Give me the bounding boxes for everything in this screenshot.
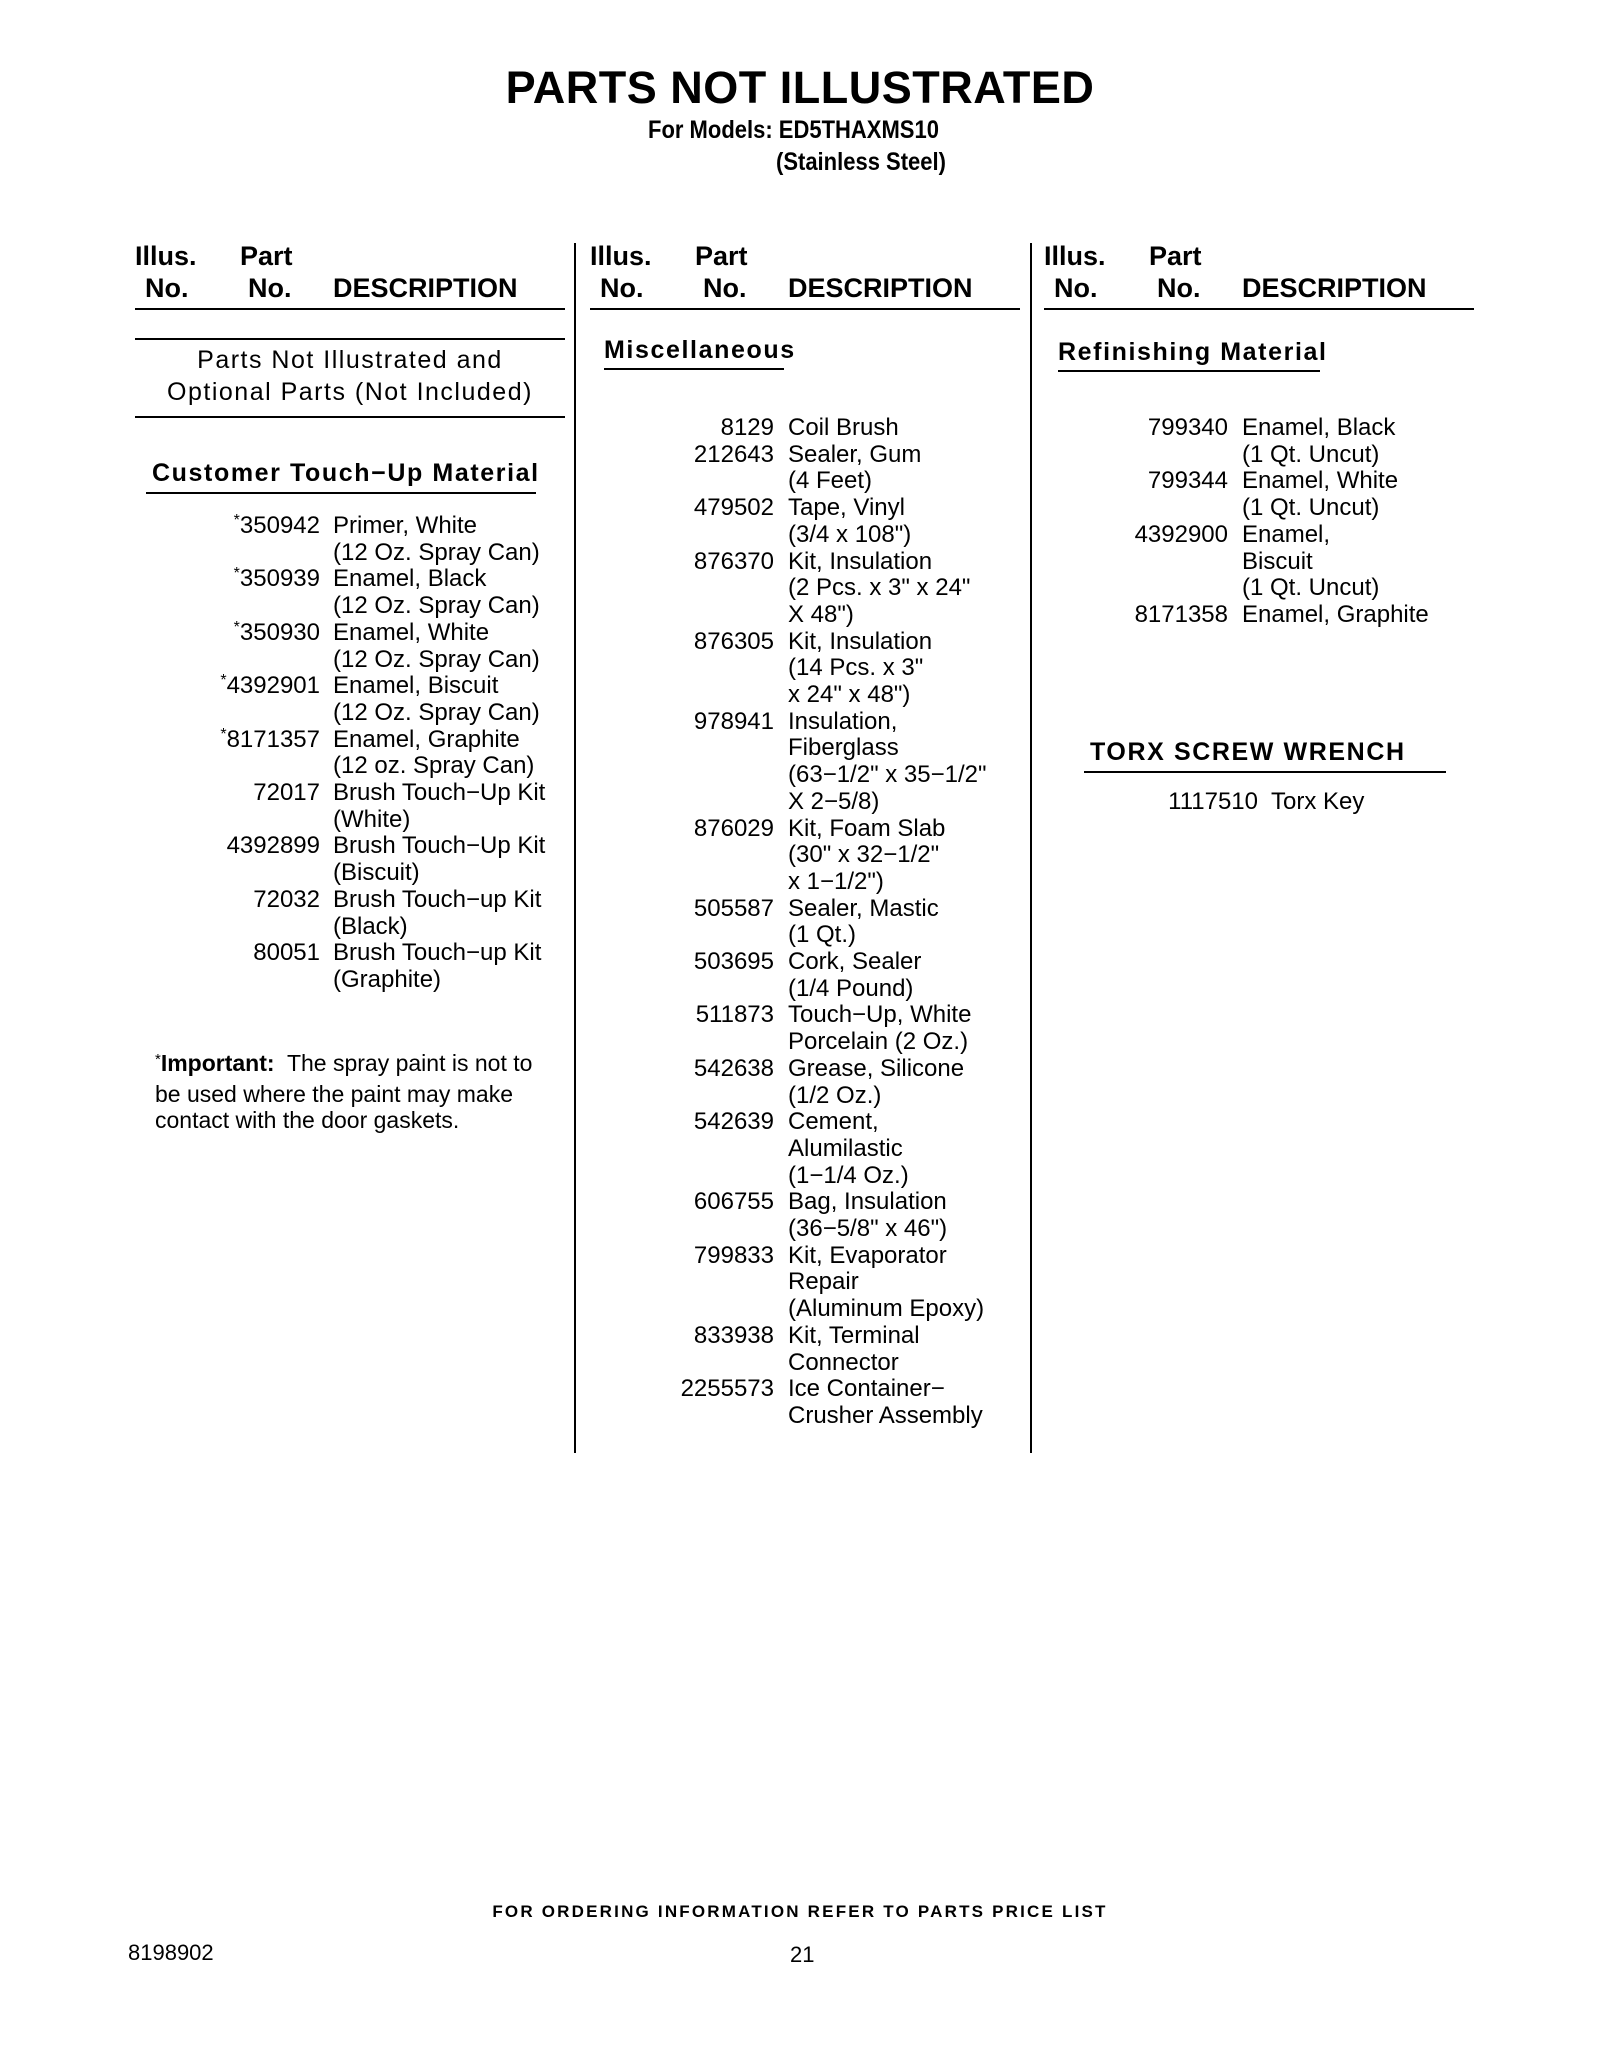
part-description	[788, 949, 921, 1002]
section-title-torx: TORX SCREW WRENCH	[1090, 738, 1406, 766]
table-header	[135, 240, 565, 310]
header-illus: Illus.	[135, 241, 197, 271]
description-line: Cement,	[788, 1108, 879, 1136]
header-part-no: No.	[1157, 273, 1201, 303]
part-number-value: 350930	[239, 618, 320, 646]
column-refinishing	[1044, 240, 1474, 1450]
description-line: Enamel, Biscuit	[333, 672, 499, 700]
part-number-value: 80051	[253, 939, 320, 967]
part-number	[590, 896, 774, 923]
section-title-refinishing: Refinishing Material	[1058, 338, 1328, 366]
part-description	[1271, 789, 1364, 816]
description-line: (1 Qt. Uncut)	[1242, 494, 1380, 522]
part-description	[788, 816, 945, 896]
part-number	[590, 709, 774, 736]
description-line: Connector	[788, 1348, 899, 1376]
description-line: (Graphite)	[333, 965, 442, 993]
description-line: (1 Qt. Uncut)	[1242, 440, 1380, 468]
description-line: (3/4 x 108")	[788, 520, 912, 548]
part-description	[788, 549, 970, 629]
description-line: Brush Touch−Up Kit	[333, 832, 546, 860]
part-number-value: 542639	[693, 1108, 774, 1136]
section-underline	[1084, 771, 1446, 773]
description-line: Coil Brush	[788, 414, 899, 441]
important-note	[155, 1050, 545, 1134]
description-line: (1/4 Pound)	[788, 974, 914, 1002]
page-title: PARTS NOT ILLUSTRATED	[505, 62, 1095, 113]
part-description	[788, 1189, 947, 1242]
part-description	[333, 566, 540, 619]
section-underline	[604, 368, 784, 370]
part-number	[590, 495, 774, 522]
description-line: (12 Oz. Spray Can)	[333, 592, 540, 620]
part-number-value: 978941	[693, 707, 774, 735]
description-line: (1 Qt.)	[788, 921, 857, 949]
column-divider	[574, 243, 576, 1453]
table-header	[590, 240, 1020, 310]
description-line: Porcelain (2 Oz.)	[788, 1028, 969, 1056]
part-number	[590, 1323, 774, 1350]
footnote-marker: *	[220, 725, 227, 743]
section-title-customer-touchup: Customer Touch−Up Material	[152, 459, 540, 487]
note-label: Important:	[160, 1050, 275, 1076]
part-number-value: 876370	[693, 547, 774, 575]
description-line: Tape, Vinyl	[788, 494, 905, 522]
part-number-value: 606755	[693, 1188, 774, 1216]
description-line: Biscuit	[1242, 547, 1313, 575]
header-description: DESCRIPTION	[1242, 273, 1427, 303]
part-description	[788, 1323, 920, 1376]
description-line: (12 Oz. Spray Can)	[333, 698, 540, 726]
header-part-no: No.	[703, 273, 747, 303]
part-description	[333, 513, 540, 566]
part-number-value: 799344	[1147, 467, 1228, 495]
page-number: 21	[790, 1942, 815, 1967]
part-number	[1044, 602, 1228, 629]
part-number	[590, 1056, 774, 1083]
description-line: Enamel, White	[1242, 467, 1399, 495]
part-description	[333, 673, 540, 726]
header-illus: Illus.	[1044, 241, 1106, 271]
section-underline	[146, 492, 536, 494]
part-description	[788, 896, 939, 949]
part-number-value: 503695	[693, 948, 774, 975]
part-number	[590, 1376, 774, 1403]
description-line: Kit, Terminal	[788, 1321, 920, 1349]
part-description	[333, 940, 541, 993]
part-description	[788, 709, 987, 816]
description-line: Insulation,	[788, 707, 898, 735]
part-number	[135, 780, 320, 807]
description-line: Enamel, Graphite	[333, 725, 520, 753]
part-number	[590, 816, 774, 843]
part-number-value: 350942	[239, 512, 320, 539]
part-description	[788, 1056, 964, 1109]
header-part-no: No.	[248, 273, 292, 303]
description-line: X 48")	[788, 600, 854, 628]
part-description	[788, 1002, 971, 1055]
header-part: Part	[695, 241, 748, 271]
part-number-value: 72032	[253, 885, 320, 913]
description-line: (63−1/2" x 35−1/2"	[788, 761, 987, 789]
description-line: (Black)	[333, 912, 408, 940]
description-line: (36−5/8" x 46")	[788, 1215, 948, 1242]
column-miscellaneous	[590, 240, 1020, 1450]
description-line: Kit, Insulation	[788, 627, 933, 655]
part-number	[1044, 789, 1258, 816]
part-number	[135, 727, 320, 757]
part-number-value: 542638	[693, 1054, 774, 1082]
description-line: Kit, Insulation	[788, 547, 933, 575]
note-text: The spray paint is not to be used where the paint may make contact with the door gaskets.	[155, 1050, 533, 1133]
part-number	[135, 620, 320, 650]
part-description	[333, 727, 534, 780]
part-number	[135, 513, 320, 543]
part-description	[333, 780, 545, 833]
description-line: Brush Touch−up Kit	[333, 939, 542, 967]
description-line: (30" x 32−1/2"	[788, 841, 940, 869]
description-line: Alumilastic	[788, 1134, 903, 1162]
description-line: (Aluminum Epoxy)	[788, 1295, 985, 1323]
description-line: (2 Pcs. x 3" x 24"	[788, 574, 971, 602]
part-description	[1242, 522, 1379, 602]
part-description	[1242, 602, 1429, 629]
part-number	[135, 940, 320, 967]
part-description	[788, 629, 932, 709]
header-description: DESCRIPTION	[788, 273, 973, 303]
header-part: Part	[240, 241, 293, 271]
description-line: x 24" x 48")	[788, 681, 911, 708]
header-illus-no: No.	[1054, 273, 1098, 303]
part-number	[590, 415, 774, 442]
header-illus-no: No.	[600, 273, 644, 303]
description-line: (White)	[333, 805, 411, 833]
part-number-value: 833938	[693, 1321, 774, 1349]
ordering-footer: FOR ORDERING INFORMATION REFER TO PARTS PRICE LIST	[492, 1902, 1108, 1921]
part-number	[135, 833, 320, 860]
description-line: Brush Touch−up Kit	[333, 885, 542, 913]
part-number-value: 799340	[1147, 414, 1228, 441]
models-label: For Models: ED5THAXMS10	[648, 116, 939, 144]
part-number	[135, 887, 320, 914]
part-number	[590, 1243, 774, 1270]
description-line: Enamel, Black	[1242, 414, 1396, 441]
part-number-value: 799833	[693, 1241, 774, 1269]
description-line: Brush Touch−Up Kit	[333, 779, 546, 806]
description-line: (1−1/4 Oz.)	[788, 1161, 909, 1189]
description-line: Kit, Evaporator	[788, 1241, 947, 1269]
description-line: Touch−Up, White	[788, 1001, 972, 1029]
part-number-value: 511873	[695, 1001, 774, 1029]
finish-label: (Stainless Steel)	[776, 148, 946, 176]
header-description: DESCRIPTION	[333, 273, 518, 303]
parts-not-illustrated-box	[135, 338, 565, 418]
table-header	[1044, 240, 1474, 310]
header-part: Part	[1149, 241, 1202, 271]
part-description	[788, 495, 911, 548]
part-description	[788, 442, 921, 495]
part-number	[590, 442, 774, 469]
part-number-value: 505587	[693, 894, 774, 922]
part-description	[1242, 468, 1398, 521]
part-description	[788, 1376, 983, 1429]
description-line: (12 Oz. Spray Can)	[333, 538, 540, 566]
description-line: Bag, Insulation	[788, 1188, 947, 1216]
section-title-miscellaneous: Miscellaneous	[604, 336, 796, 364]
part-number-value: 4392901	[226, 672, 320, 700]
description-line: Enamel, Graphite	[1242, 600, 1429, 628]
description-line: (12 Oz. Spray Can)	[333, 645, 540, 673]
description-line: X 2−5/8)	[788, 787, 880, 815]
description-line: Kit, Foam Slab	[788, 814, 946, 842]
part-number-value: 8171357	[226, 725, 320, 753]
description-line: Ice Container−	[788, 1375, 945, 1403]
part-description	[788, 415, 899, 442]
description-line: Enamel,	[1242, 520, 1331, 548]
description-line: Grease, Silicone	[788, 1054, 965, 1082]
document-number: 8198902	[128, 1940, 214, 1965]
description-line: (1/2 Oz.)	[788, 1081, 882, 1109]
description-line: (Biscuit)	[333, 859, 420, 887]
description-line: Sealer, Gum	[788, 440, 922, 468]
description-line: (4 Feet)	[788, 467, 873, 495]
footnote-marker: *	[233, 565, 240, 583]
part-description	[333, 833, 545, 886]
description-line: Crusher Assembly	[788, 1401, 983, 1429]
description-line: Repair	[788, 1268, 859, 1296]
part-number-value: 876305	[693, 627, 774, 655]
part-number	[135, 566, 320, 596]
header-illus-no: No.	[145, 273, 189, 303]
footnote-marker: *	[233, 512, 240, 529]
part-number-value: 350939	[239, 565, 320, 593]
description-line: Primer, White	[333, 512, 478, 539]
boxed-line-2: Optional Parts (Not Included)	[167, 378, 533, 406]
part-number-value: 4392900	[1134, 520, 1228, 548]
description-line: (14 Pcs. x 3"	[788, 654, 924, 682]
description-line: Torx Key	[1271, 788, 1365, 815]
description-line: (1 Qt. Uncut)	[1242, 574, 1380, 602]
part-number	[1044, 468, 1228, 495]
part-description	[1242, 415, 1395, 468]
part-number-value: 72017	[253, 779, 320, 806]
part-number	[590, 949, 774, 976]
description-line: Cork, Sealer	[788, 948, 922, 975]
description-line: Sealer, Mastic	[788, 894, 939, 922]
part-number	[590, 549, 774, 576]
part-number-value: 4392899	[226, 832, 320, 860]
description-line: Fiberglass	[788, 734, 899, 762]
part-number-value: 876029	[693, 814, 774, 842]
footnote-marker: *	[233, 618, 240, 636]
footnote-marker: *	[220, 672, 227, 690]
part-number	[590, 1109, 774, 1136]
part-description	[788, 1243, 984, 1323]
description-line: x 1−1/2")	[788, 867, 884, 895]
description-line: Enamel, Black	[333, 565, 487, 593]
part-number	[590, 1002, 774, 1029]
part-number-value: 479502	[693, 494, 774, 522]
part-number-value: 8129	[720, 414, 774, 441]
part-number-value: 212643	[693, 440, 774, 468]
part-number	[1044, 522, 1228, 549]
part-description	[788, 1109, 909, 1189]
description-line: Enamel, White	[333, 618, 490, 646]
section-underline	[1058, 370, 1320, 372]
header-illus: Illus.	[590, 241, 652, 271]
part-number	[590, 1189, 774, 1216]
part-number-value: 1117510	[1168, 788, 1258, 815]
part-number	[135, 673, 320, 703]
column-divider	[1030, 243, 1032, 1453]
column-customer-touchup	[135, 240, 565, 1450]
part-description	[333, 887, 541, 940]
part-number-value: 2255573	[680, 1375, 774, 1403]
note-marker: *	[155, 1051, 161, 1068]
part-number	[1044, 415, 1228, 442]
boxed-line-1: Parts Not Illustrated and	[197, 346, 503, 374]
part-number	[590, 629, 774, 656]
description-line: (12 oz. Spray Can)	[333, 752, 535, 780]
part-description	[333, 620, 540, 673]
part-number-value: 8171358	[1134, 600, 1228, 628]
